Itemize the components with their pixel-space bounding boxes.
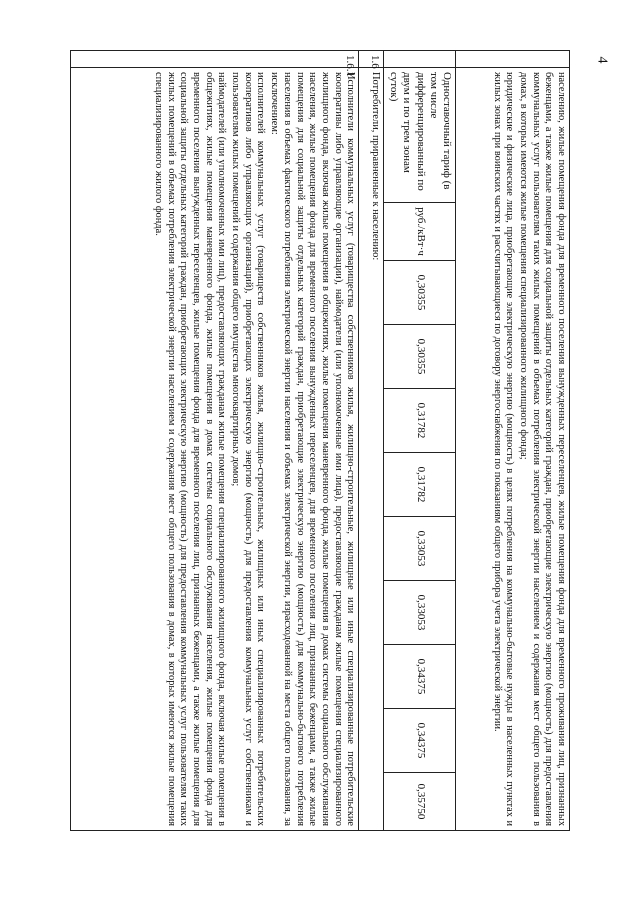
paragraph: исполнителей коммунальных услуг (товариществ собственников жилья, жилищно-строительных, жилищных или иных специализированных потребительских кооперативов либо управляющих организаций), приобретающих электрическую энергию (мощность) для предоставления коммунальных услуг собственникам и пользователям жилых помещений и содержания общего имущества многоквартирных домов; (230, 72, 267, 827)
paragraph: наймодателей (или уполномоченных ими лиц), предоставляющих гражданам жилые помещения специализированного жилищного фонда, включая жилые помещения в общежитиях, жилые помещения маневренного фонда, жилые помещения в домах системы социального обслуживания населения, жилые помещения фонда для временного поселения вынужденных переселенцев, жилые помещения фонда для временного поселения лиц, признанных беженцами, а также жилые помещения для социальной защиты отдельных категорий граждан, приобретающих электрическую энергию (мощность) для предоставления коммунальных услуг пользователям таких жилых помещений в объемах потребления электрической энергии населением и содержания мест общего пользования в домах, в которых имеются жилые помещения специализированного жилого фонда. (152, 72, 228, 827)
value-cell: 0,34375 (384, 645, 456, 709)
value-cell: 0,31782 (384, 389, 456, 453)
value-cell: 0,35750 (384, 773, 456, 831)
page-number: 4 (594, 56, 610, 64)
row-number-cell (456, 51, 570, 68)
table-row-1-6-1 (71, 51, 359, 831)
tariff-label: Одноставочный тариф (в том числе дифференцированный по двум и по трем зонам суток) (384, 68, 456, 203)
tariff-table (70, 50, 570, 831)
value-cell: 0,30355 (384, 325, 456, 389)
row-text-cell (71, 68, 359, 831)
value-cell: 0,33053 (384, 517, 456, 581)
rotated-page (70, 50, 570, 830)
row-text-cell (456, 68, 570, 831)
table-row-tariff (384, 51, 456, 831)
value-cell: 0,34375 (384, 709, 456, 773)
table-row-1-6 (359, 51, 384, 831)
row-number: 1.6 (359, 51, 384, 68)
table-row-prev-text (456, 51, 570, 831)
value-cell: 0,31782 (384, 453, 456, 517)
row-heading: Потребители, приравненные к населению: (359, 68, 384, 831)
paragraph: населению, жилые помещения фонда для временного поселения вынужденных переселенцев, жилые помещения фонда для временного проживания лиц, признанных беженцами, а также жилые помещения для социальной защиты отдельных категорий граждан, приобретающие электрическую энергию (мощность) для предоставления коммунальных услуг пользователям таких жилых помещений в объемах потребления электрической энергии населением и содержания мест общего пользования в домах, в которых имеются жилые помещения специализированного жилищного фонда; (517, 72, 567, 827)
row-number: 1.6.1 (71, 51, 359, 68)
row-number-cell (384, 51, 456, 68)
value-cell: 0,30355 (384, 261, 456, 325)
unit-cell: руб./кВт·ч (384, 203, 456, 261)
value-cell: 0,33053 (384, 581, 456, 645)
paragraph: Исполнители коммунальных услуг (товарищества собственников жилья, жилищно-строительные, жилищные или иные специализированные потребительские кооперативы либо управляющие организации), наймодатели (или уполномоченные ими лица), предоставляющие гражданам жилые помещения специализированного жилищного фонда, включая жилые помещения в общежитиях, жилые помещения маневренного фонда, жилые помещения в домах системы социального обслуживания населения, жилые помещения фонда для временного поселения вынужденных переселенцев, для временного поселения лиц, признанных беженцами, а также жилые помещения для социальной защиты отдельных категорий граждан, приобретающие электрическую энергию (мощность) для коммунально-бытового потребления населения в объемах фактического потребления электрической энергии населения и объемах электрической энергии, израсходованной на места общего пользования, за исключением: (269, 72, 357, 827)
paragraph: юридические и физические лица, приобретающие электрическую энергию (мощность) в целях потребления на коммунально-бытовые нужды в населенных пунктах и жилых зонах при воинских частях и рассчитывающиеся по договору энергоснабжения по показаниям общего прибора учета электрической энергии. (491, 72, 516, 827)
